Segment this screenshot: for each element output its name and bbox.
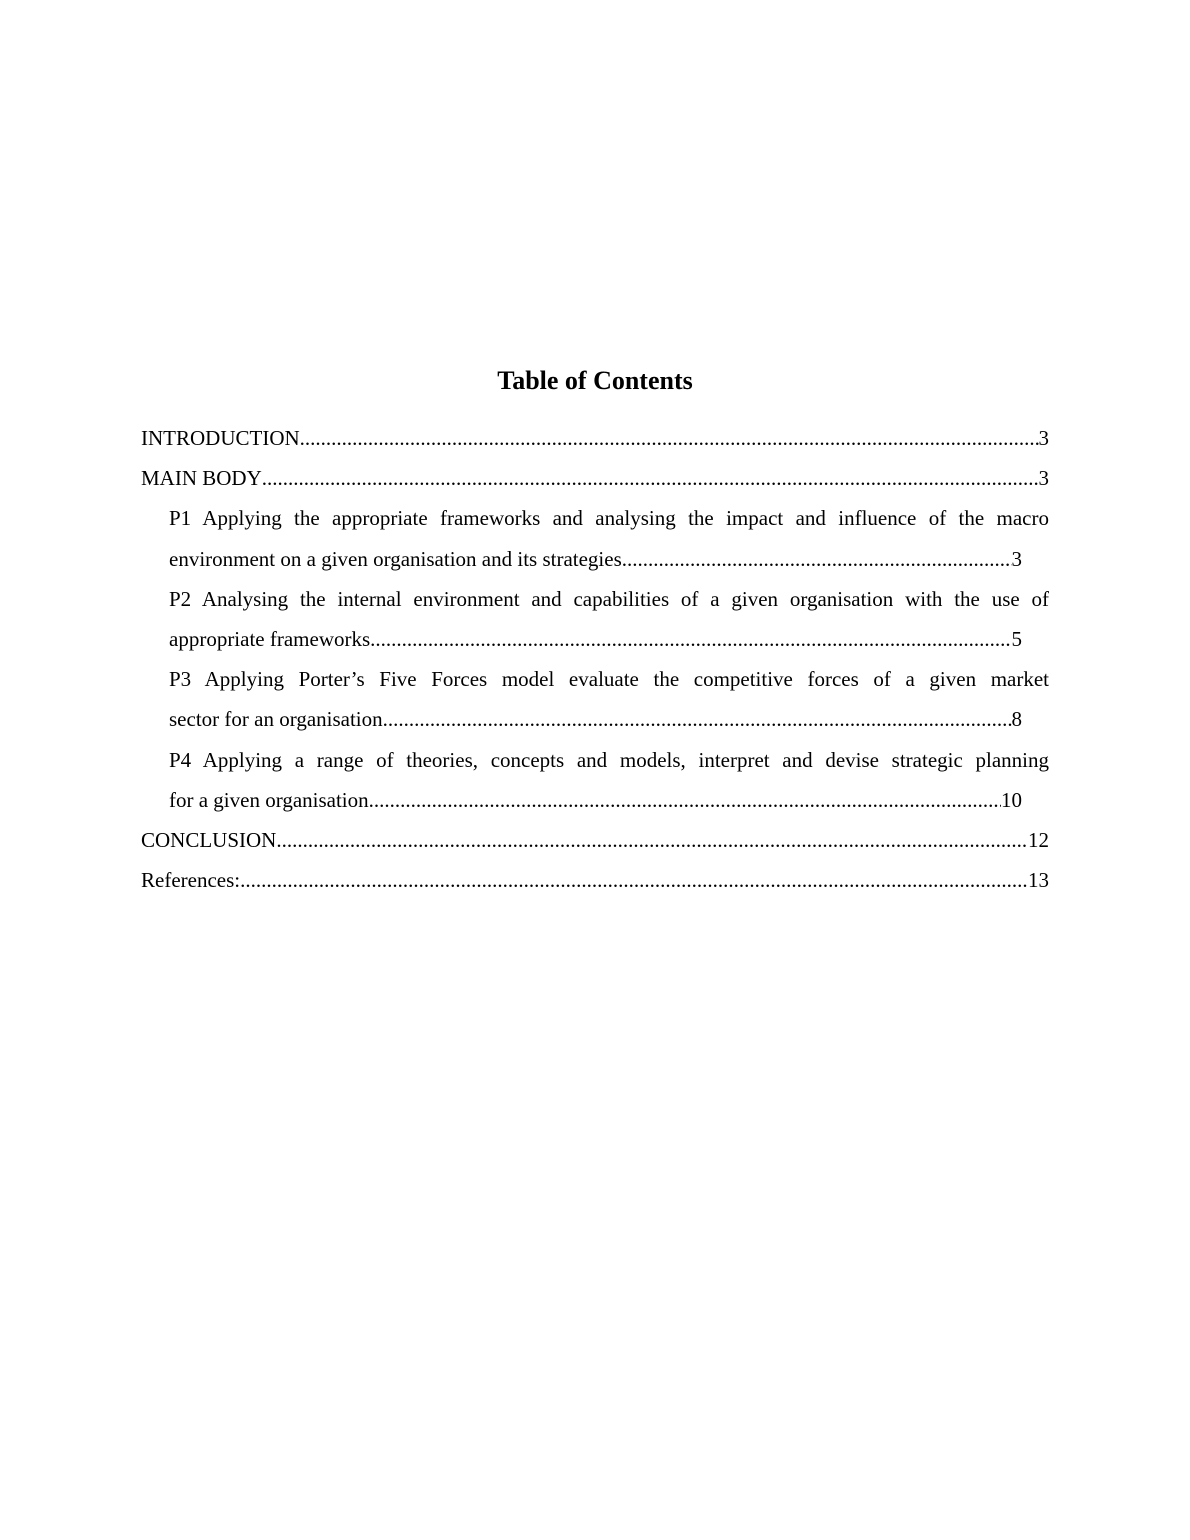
toc-title: Table of Contents: [497, 366, 693, 395]
toc-entry-label[interactable]: CONCLUSION: [141, 828, 277, 853]
toc-entry-label-line1[interactable]: P4 Applying a range of theories, concepts and models, interpret and devise strategic planning: [169, 747, 1049, 772]
toc-entry-label[interactable]: INTRODUCTION: [141, 426, 300, 450]
toc-entry-p1[interactable]: [141, 498, 1049, 578]
dot-leader: [370, 619, 1011, 659]
dot-leader: [383, 699, 1012, 739]
toc-entry-main-body[interactable]: [141, 458, 1049, 498]
toc-entry-label-line1[interactable]: P2 Analysing the internal environment and capabilities of a given organisation with the use of: [169, 586, 1049, 611]
toc-page-number: 3: [1011, 546, 1022, 571]
dot-leader: [262, 458, 1039, 498]
toc-page-number: 12: [1028, 828, 1049, 853]
toc-entry-p4[interactable]: [141, 740, 1049, 820]
toc-entry-label-line1[interactable]: P3 Applying Porter’s Five Forces model evaluate the competitive forces of a given market: [169, 667, 1049, 692]
dot-leader: [622, 539, 1012, 579]
toc-page-number: 8: [1011, 707, 1022, 732]
toc-entry-label[interactable]: MAIN BODY: [141, 466, 262, 491]
toc-entry-p2[interactable]: [141, 579, 1049, 659]
toc-page-number: 13: [1028, 868, 1049, 893]
toc-entry-label-line2[interactable]: environment on a given organisation and its strategies: [169, 546, 622, 571]
dot-leader: [276, 820, 1028, 860]
toc-page-number: 5: [1011, 627, 1022, 652]
dot-leader: [240, 860, 1028, 900]
toc-page-number: 10: [1001, 787, 1022, 812]
dot-leader: [369, 780, 1001, 820]
toc-entry-label-line2[interactable]: appropriate frameworks: [169, 627, 371, 652]
toc-entry-label[interactable]: References:: [141, 868, 241, 893]
toc-entry-label-line2[interactable]: for a given organisation: [169, 787, 369, 812]
toc-entry-label-line2[interactable]: sector for an organisation: [169, 707, 383, 732]
dot-leader: [300, 418, 1039, 458]
toc-entry-introduction[interactable]: [141, 418, 1049, 458]
toc-page-number: 3: [1038, 426, 1049, 450]
toc-entry-label-line1[interactable]: P1 Applying the appropriate frameworks and analysing the impact and influence of the macro: [169, 506, 1049, 531]
table-of-contents: [141, 418, 1049, 900]
toc-entry-p3[interactable]: [141, 659, 1049, 739]
toc-entry-conclusion[interactable]: [141, 820, 1049, 860]
toc-entry-references[interactable]: [141, 860, 1049, 900]
toc-page-number: 3: [1038, 466, 1049, 491]
